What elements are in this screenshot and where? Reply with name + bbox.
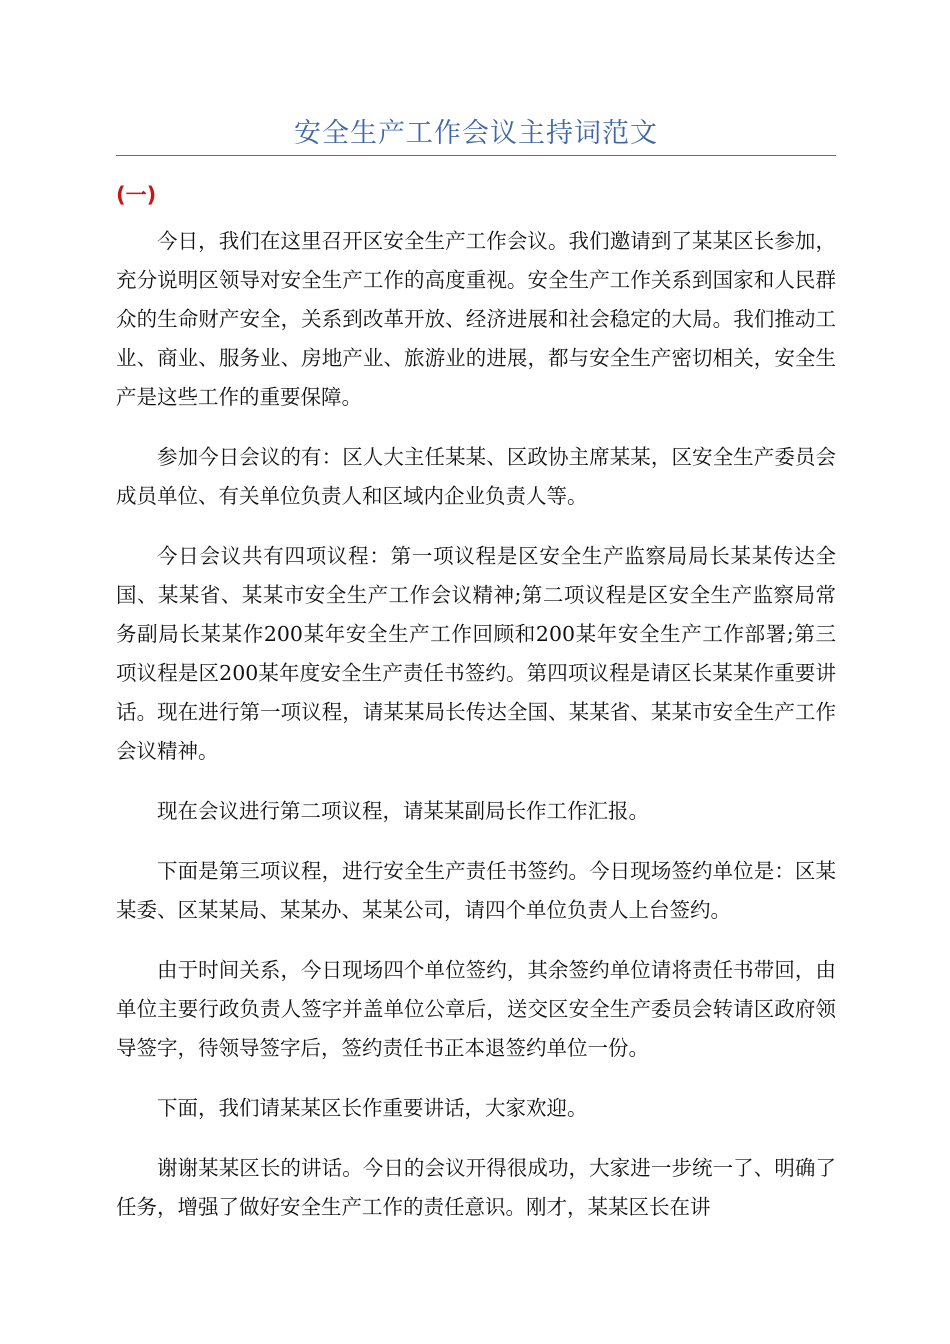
paragraph-5: 下面是第三项议程，进行安全生产责任书签约。今日现场签约单位是：区某某委、区某某局、某某办、某某公司，请四个单位负责人上台签约。 xyxy=(116,859,836,922)
paragraph-3: 今日会议共有四项议程：第一项议程是区安全生产监察局局长某某传达全国、某某省、某某市安全生产工作会议精神;第二项议程是区安全生产监察局常务副局长某某作200某年安全生产工作回顾和200某年安全生产工作部署;第三项议程是区200某年度安全生产责任书签约。第四项议程是请区长某某作重要讲话。现在进行第一项议程，请某某局长传达全国、某某省、某某市安全生产工作会议精神。 xyxy=(116,544,836,763)
paragraph-4: 现在会议进行第二项议程，请某某副局长作工作汇报。 xyxy=(157,799,649,823)
paragraph-7: 下面，我们请某某区长作重要讲话，大家欢迎。 xyxy=(157,1096,588,1120)
paragraph-6: 由于时间关系，今日现场四个单位签约，其余签约单位请将责任书带回，由单位主要行政负责人签字并盖单位公章后，送交区安全生产委员会转请区政府领导签字，待领导签字后，签约责任书正本退签约单位一份。 xyxy=(116,958,836,1060)
document-title: 安全生产工作会议主持词范文 xyxy=(294,118,658,149)
title-divider xyxy=(116,155,836,156)
section-heading: (一) xyxy=(116,183,157,207)
paragraph-2: 参加今日会议的有：区人大主任某某、区政协主席某某，区安全生产委员会成员单位、有关单位负责人和区域内企业负责人等。 xyxy=(116,445,836,508)
document-body xyxy=(116,222,836,1248)
document-page xyxy=(116,0,836,1344)
paragraph-1: 今日，我们在这里召开区安全生产工作会议。我们邀请到了某某区长参加，充分说明区领导对安全生产工作的高度重视。安全生产工作关系到国家和人民群众的生命财产安全，关系到改革开放、经济进展和社会稳定的大局。我们推动工业、商业、服务业、房地产业、旅游业的进展，都与安全生产密切相关，安全生产是这些工作的重要保障。 xyxy=(116,229,836,409)
paragraph-8: 谢谢某某区长的讲话。今日的会议开得很成功，大家进一步统一了、明确了任务，增强了做好安全生产工作的责任意识。刚才，某某区长在讲 xyxy=(116,1156,836,1219)
